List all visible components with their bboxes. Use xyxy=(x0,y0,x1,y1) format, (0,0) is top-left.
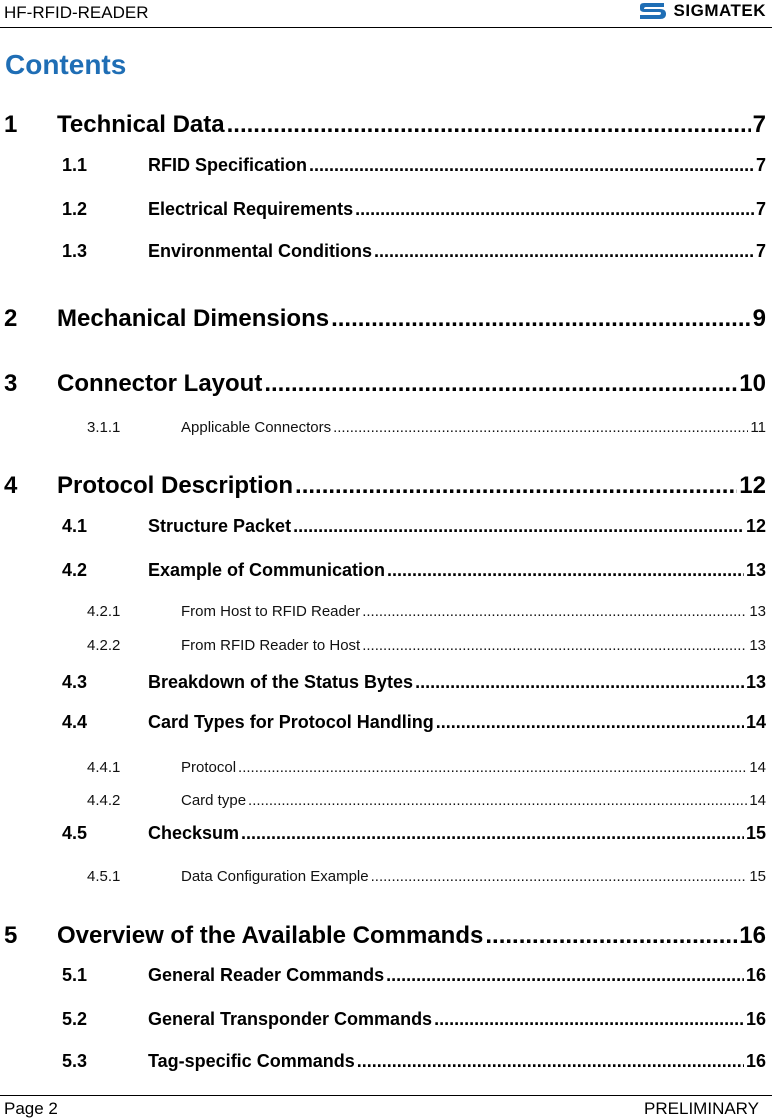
toc-dot-leader xyxy=(371,868,748,885)
toc-dot-leader xyxy=(386,965,744,986)
toc-entry-number: 4.2.1 xyxy=(87,603,121,620)
toc-entry-number: 1 xyxy=(4,111,18,138)
toc-entry-title: Protocol xyxy=(181,759,237,776)
toc-entry-page: 12 xyxy=(745,516,766,536)
toc-entry-title: Data Configuration Example xyxy=(181,868,369,885)
toc-entry-number: 4.2 xyxy=(62,560,88,580)
toc-entry[interactable] xyxy=(62,516,766,537)
toc-entry[interactable] xyxy=(62,965,766,986)
toc-dot-leader xyxy=(436,712,744,733)
toc-entry-page: 9 xyxy=(752,305,766,332)
toc-entry-title: Card type xyxy=(181,792,247,809)
toc-entry-page: 7 xyxy=(755,199,766,219)
toc-dot-leader xyxy=(355,199,754,220)
toc-entry-title: Example of Communication xyxy=(148,560,386,580)
toc-entry-page: 7 xyxy=(752,111,766,138)
toc-entry[interactable] xyxy=(62,560,766,581)
page-header xyxy=(0,0,772,28)
toc-entry[interactable] xyxy=(87,603,766,620)
toc-dot-leader xyxy=(362,603,747,620)
toc-entry-page: 13 xyxy=(749,637,766,654)
toc-dot-leader xyxy=(485,922,737,950)
toc-entry-title: General Reader Commands xyxy=(148,965,385,985)
toc-entry-number: 5.2 xyxy=(62,1009,88,1029)
toc-entry[interactable] xyxy=(4,472,766,500)
toc-entry-number: 5.1 xyxy=(62,965,88,985)
toc-entry[interactable] xyxy=(87,792,766,809)
toc-entry-title: From Host to RFID Reader xyxy=(181,603,361,620)
toc-dot-leader xyxy=(248,792,747,809)
toc-entry-page: 11 xyxy=(750,419,766,436)
toc-entry-number: 4.2.2 xyxy=(87,637,121,654)
toc-dot-leader xyxy=(434,1009,744,1030)
toc-entry-number: 4.3 xyxy=(62,672,88,692)
contents-heading: Contents xyxy=(5,49,127,80)
toc-entry-number: 4.4.2 xyxy=(87,792,121,809)
toc-dot-leader xyxy=(238,759,747,776)
toc-entry-title: Overview of the Available Commands xyxy=(57,922,484,949)
toc-entry-page: 7 xyxy=(755,155,766,175)
footer-rule xyxy=(0,1095,772,1096)
toc-dot-leader xyxy=(374,241,754,262)
toc-entry-title: RFID Specification xyxy=(148,155,308,175)
toc-entry-number: 2 xyxy=(4,305,18,332)
toc-entry-page: 16 xyxy=(745,1051,766,1071)
toc-dot-leader xyxy=(362,637,747,654)
toc-entry-page: 15 xyxy=(745,823,766,843)
toc-entry-page: 13 xyxy=(749,603,766,620)
toc-entry-number: 1.3 xyxy=(62,241,88,261)
toc-entry-page: 14 xyxy=(749,759,766,776)
toc-entry-number: 4 xyxy=(4,472,18,499)
toc-entry[interactable] xyxy=(4,922,766,950)
sigmatek-logo-icon xyxy=(638,1,668,21)
toc-entry-title: Tag-specific Commands xyxy=(148,1051,355,1071)
toc-entry[interactable] xyxy=(62,199,766,220)
toc-entry-title: Protocol Description xyxy=(57,472,294,499)
toc-entry[interactable] xyxy=(62,1051,766,1072)
toc-entry-number: 5.3 xyxy=(62,1051,88,1071)
toc-entry-number: 4.5.1 xyxy=(87,868,121,885)
toc-entry[interactable] xyxy=(4,305,766,333)
toc-entry-title: Applicable Connectors xyxy=(181,419,332,436)
toc-entry-page: 7 xyxy=(755,241,766,261)
toc-entry-page: 14 xyxy=(745,712,766,732)
toc-entry-number: 4.4 xyxy=(62,712,88,732)
toc-entry-page: 13 xyxy=(745,672,766,692)
toc-entry[interactable] xyxy=(62,241,766,262)
toc-entry-page: 15 xyxy=(749,868,766,885)
toc-entry-title: Checksum xyxy=(148,823,240,843)
logo-text: SIGMATEK xyxy=(673,1,766,20)
toc-entry-title: Breakdown of the Status Bytes xyxy=(148,672,414,692)
sigmatek-logo xyxy=(638,1,766,21)
toc-entry-page: 16 xyxy=(745,1009,766,1029)
toc-entry-number: 3.1.1 xyxy=(87,419,121,436)
toc-entry-page: 14 xyxy=(749,792,766,809)
toc-dot-leader xyxy=(264,370,737,398)
toc-dot-leader xyxy=(333,419,748,436)
toc-entry-title: From RFID Reader to Host xyxy=(181,637,361,654)
toc-entry-number: 3 xyxy=(4,370,18,397)
toc-entry[interactable] xyxy=(62,155,766,176)
page-number: Page 2 xyxy=(4,1099,58,1118)
toc-entry-page: 12 xyxy=(739,472,766,499)
toc-entry-number: 1.2 xyxy=(62,199,88,219)
toc-entry-number: 4.5 xyxy=(62,823,88,843)
toc-entry[interactable] xyxy=(87,637,766,654)
toc-entry-title: Connector Layout xyxy=(57,370,263,397)
toc-dot-leader xyxy=(387,560,744,581)
toc-entry-number: 1.1 xyxy=(62,155,88,175)
header-rule xyxy=(0,27,772,28)
document-title: HF-RFID-READER xyxy=(4,3,149,22)
toc-dot-leader xyxy=(295,472,737,500)
toc-dot-leader xyxy=(227,111,751,139)
toc-entry-number: 5 xyxy=(4,922,18,949)
toc-entry[interactable] xyxy=(62,1009,766,1030)
toc-entry-page: 16 xyxy=(739,922,766,949)
toc-entry[interactable] xyxy=(87,868,766,885)
toc-entry[interactable] xyxy=(62,823,766,844)
toc-entry[interactable] xyxy=(62,712,766,733)
toc-dot-leader xyxy=(241,823,744,844)
toc-entry-title: Electrical Requirements xyxy=(148,199,354,219)
toc-entry[interactable] xyxy=(62,672,766,693)
toc-dot-leader xyxy=(357,1051,744,1072)
toc-entry-page: 13 xyxy=(745,560,766,580)
toc-entry[interactable] xyxy=(87,759,766,776)
toc-entry-title: Technical Data xyxy=(57,111,225,138)
toc-entry-page: 10 xyxy=(739,370,766,397)
toc-entry-title: Mechanical Dimensions xyxy=(57,305,330,332)
toc-entry-page: 16 xyxy=(745,965,766,985)
toc-entry-number: 4.1 xyxy=(62,516,88,536)
toc-entry-title: General Transponder Commands xyxy=(148,1009,433,1029)
toc-dot-leader xyxy=(293,516,744,537)
toc-entry[interactable] xyxy=(4,111,766,139)
toc-entry-title: Card Types for Protocol Handling xyxy=(148,712,434,732)
toc-entry[interactable] xyxy=(87,419,766,436)
toc-entry[interactable] xyxy=(4,370,766,398)
toc-dot-leader xyxy=(415,672,744,693)
toc-dot-leader xyxy=(309,155,754,176)
toc-entry-number: 4.4.1 xyxy=(87,759,121,776)
toc-dot-leader xyxy=(331,305,751,333)
toc-entry-title: Structure Packet xyxy=(148,516,292,536)
document-status: PRELIMINARY xyxy=(644,1099,759,1118)
toc-entry-title: Environmental Conditions xyxy=(148,241,373,261)
